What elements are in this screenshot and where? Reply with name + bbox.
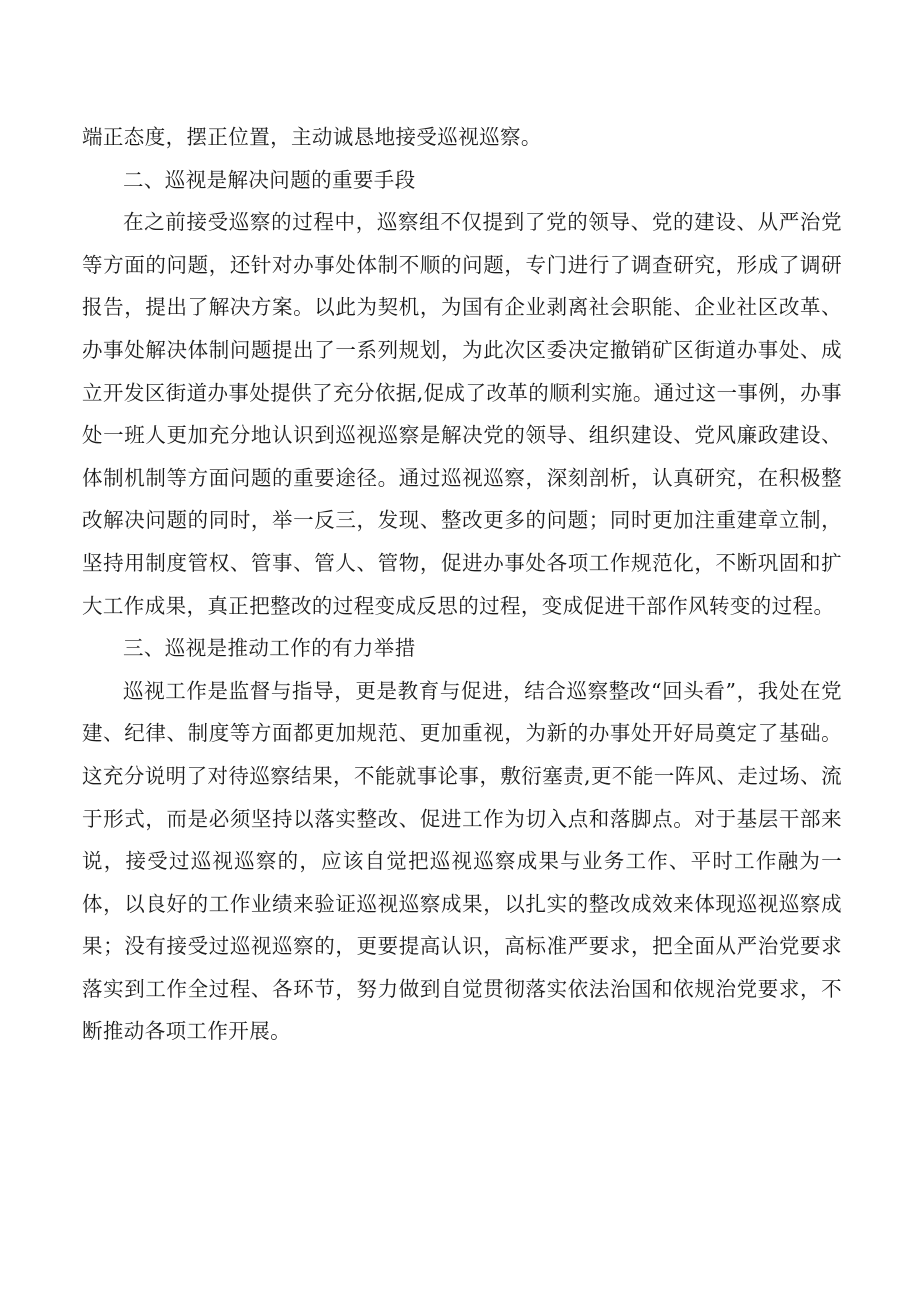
paragraph-section-2: 在之前接受巡察的过程中，巡察组不仅提到了党的领导、党的建设、从严治党等方面的问题，还针对办事处体制不顺的问题，专门进行了调查研究，形成了调研报告，提出了解决方案。以此为契机，为国有企业剥离社会职能、企业社区改革、办事处解决体制问题提出了一系列规划，为此次区委决定撤销矿区街道办事处、成立开发区街道办事处提供了充分依据,促成了改革的顺利实施。通过这一事例，办事处一班人更加充分地认识到巡视巡察是解决党的领导、组织建设、党风廉政建设、体制机制等方面问题的重要途径。通过巡视巡察，深刻剖析，认真研究，在积极整改解决问题的同时，举一反三，发现、整改更多的问题；同时更加注重建章立制，坚持用制度管权、管事、管人、管物，促进办事处各项工作规范化，不断巩固和扩大工作成果，真正把整改的过程变成反思的过程，变成促进干部作风转变的过程。 (82, 210, 842, 618)
paragraph-section-3: 巡视工作是监督与指导，更是教育与促进，结合巡察整改“回头看”，我处在党建、纪律、制度等方面都更加规范、更加重视，为新的办事处开好局奠定了基础。这充分说明了对待巡察结果，不能就事论事，敷衍塞责,更不能一阵风、走过场、流于形式，而是必须坚持以落实整改、促进工作为切入点和落脚点。对于基层干部来说，接受过巡视巡察的，应该自觉把巡视巡察成果与业务工作、平时工作融为一体，以良好的工作业绩来验证巡视巡察成果，以扎实的整改成效来体现巡视巡察成果；没有接受过巡视巡察的，更要提高认识，高标准严要求，把全面从严治党要求落实到工作全过程、各环节，努力做到自觉贯彻落实依法治国和依规治党要求，不断推动各项工作开展。 (82, 678, 842, 1044)
paragraph-continuation: 端正态度，摆正位置，主动诚恳地接受巡视巡察。 (82, 125, 542, 149)
document-body (82, 116, 842, 1053)
section-heading-3: 三、巡视是推动工作的有力举措 (123, 636, 416, 661)
section-heading-2: 二、巡视是解决问题的重要手段 (123, 167, 416, 192)
